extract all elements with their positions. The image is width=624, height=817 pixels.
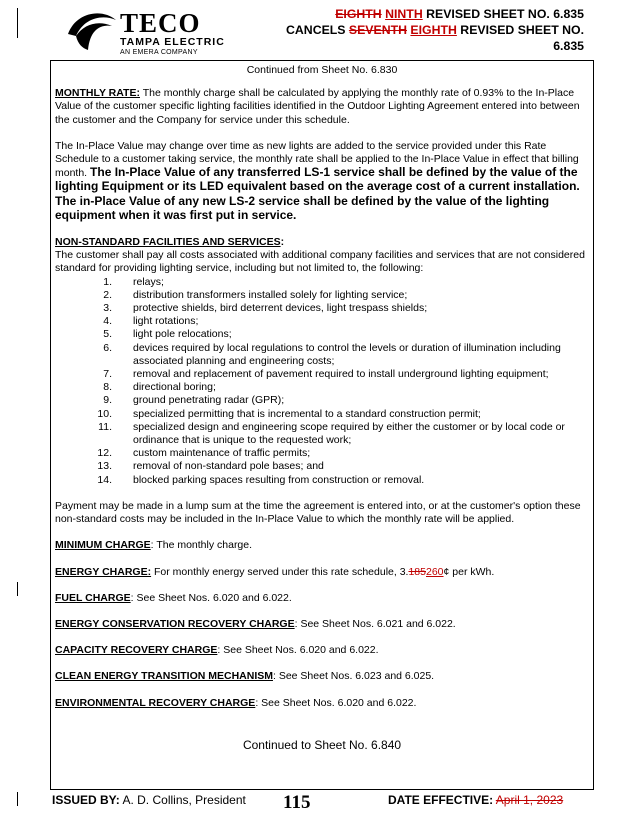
list-item-text: ground penetrating radar (GPR); — [133, 394, 285, 407]
header-line-2 — [286, 22, 584, 38]
energy-charge-line — [55, 566, 589, 579]
date-effective-deleted: April 1, 2023 — [495, 793, 564, 807]
list-item-number: 6. — [103, 341, 112, 354]
list-item — [55, 276, 589, 289]
list-item-text: relays; — [133, 275, 164, 288]
minimum-charge-text: : The monthly charge. — [150, 539, 253, 552]
continued-to: Continued to Sheet No. 6.840 — [242, 737, 402, 752]
list-item — [55, 474, 589, 487]
energy-charge-unit: ¢ per kWh. — [443, 565, 495, 578]
monthly-rate-text: The monthly charge shall be calculated by applying the monthly rate of 0.93% to the In-Place Value of the customer specific lighting facilities identified in the Outdoor Lighting Agreement entered into between the customer and the Company for service under this schedule. — [55, 87, 580, 126]
monthly-rate-heading: MONTHLY RATE: — [55, 87, 140, 100]
list-item-number: 4. — [103, 315, 112, 328]
clean-energy-line — [55, 670, 589, 683]
list-item-number: 5. — [103, 328, 112, 341]
list-item-number: 9. — [103, 394, 112, 407]
header-deleted-revision: EIGHTH — [335, 7, 382, 21]
header-cancels-inserted: EIGHTH — [410, 23, 457, 37]
sheet-body — [55, 64, 589, 752]
list-item-text: protective shields, bird deterrent devices, light trespass shields; — [133, 302, 428, 315]
capacity-charge-line — [55, 644, 589, 657]
nonstandard-heading: NON-STANDARD FACILITIES AND SERVICES — [55, 236, 281, 249]
list-item-text: removal of non-standard pole bases; and — [133, 460, 324, 473]
list-item-text: blocked parking spaces resulting from construction or removal. — [133, 473, 425, 486]
teco-logo — [62, 6, 242, 56]
list-item-number: 11. — [98, 420, 112, 433]
ecr-charge-line — [55, 618, 589, 631]
clean-energy-heading: CLEAN ENERGY TRANSITION MECHANISM — [55, 670, 273, 683]
list-item — [55, 421, 589, 447]
header-line2-rest: REVISED SHEET NO. — [456, 23, 584, 37]
header-inserted-revision: NINTH — [385, 7, 423, 21]
list-item-number: 1. — [103, 275, 112, 288]
list-item — [55, 315, 589, 328]
payment-paragraph: Payment may be made in a lump sum at the time the agreement is entered into, or at the customer's option these non-standard costs may be included in the In-Place Value to which the monthly rate will be applied. — [55, 499, 581, 526]
revision-bar-energy — [17, 582, 18, 596]
list-item-number: 13. — [97, 460, 112, 473]
inplace-text: The In-Place Value may change over time as new lights are added to the service provided under this Rate Schedule to a customer taking service, the monthly rate shall be applied to the In-Place Value in effect that billing month. — [55, 139, 579, 180]
list-item-number: 8. — [103, 381, 112, 394]
list-item-text: specialized design and engineering scope required by either the customer or by local code or ordinance that is unique to the requested work; — [133, 420, 565, 447]
ecr-charge-heading: ENERGY CONSERVATION RECOVERY CHARGE — [55, 617, 295, 630]
environmental-charge-line — [55, 697, 589, 710]
list-item-number: 2. — [103, 288, 112, 301]
list-item-number: 10. — [97, 407, 112, 420]
header-cancels: CANCELS — [286, 23, 349, 37]
list-item — [55, 447, 589, 460]
energy-charge-deleted: 185 — [408, 565, 426, 578]
list-item-text: light rotations; — [133, 315, 199, 328]
header-line1-rest: REVISED SHEET NO. 6.835 — [422, 7, 584, 21]
list-item — [55, 328, 589, 341]
nonstandard-colon: : — [280, 236, 285, 249]
capacity-charge-text: : See Sheet Nos. 6.020 and 6.022. — [217, 644, 379, 657]
issued-by-value: A. D. Collins, President — [119, 793, 246, 807]
energy-charge-text: For monthly energy served under this rate schedule, 3. — [151, 565, 409, 578]
issued-by-label: ISSUED BY: — [52, 793, 120, 807]
page-number: 115 — [283, 792, 311, 813]
logo-subtitle: TAMPA ELECTRIC — [120, 36, 225, 48]
date-effective-label: DATE EFFECTIVE: — [388, 793, 494, 807]
revision-bar-header — [17, 8, 18, 38]
revision-bar-footer — [17, 792, 18, 806]
list-item — [55, 381, 589, 394]
list-item — [55, 302, 589, 315]
monthly-rate-paragraph — [55, 87, 589, 127]
inplace-paragraph — [55, 140, 589, 223]
environmental-charge-text: : See Sheet Nos. 6.020 and 6.022. — [255, 696, 417, 709]
minimum-charge-heading: MINIMUM CHARGE — [55, 539, 151, 552]
fuel-charge-heading: FUEL CHARGE — [55, 591, 131, 604]
issued-by — [52, 793, 246, 807]
nonstandard-heading-line — [55, 236, 589, 249]
logo-tagline: AN EMERA COMPANY — [120, 49, 198, 56]
list-item-number: 12. — [97, 447, 112, 460]
header-cancels-deleted: SEVENTH — [348, 23, 407, 37]
date-effective — [388, 793, 563, 807]
list-item-number: 3. — [103, 302, 112, 315]
nonstandard-items-list — [55, 276, 589, 487]
list-item-number: 14. — [97, 473, 112, 486]
teco-swoosh-icon — [62, 6, 118, 56]
continued-from: Continued from Sheet No. 6.830 — [246, 64, 398, 76]
environmental-charge-heading: ENVIRONMENTAL RECOVERY CHARGE — [55, 696, 256, 709]
nonstandard-intro: The customer shall pay all costs associated with additional company facilities and services that are not considered standard for providing lighting service, including but not limited to, the following: — [55, 249, 585, 275]
list-item-number: 7. — [103, 368, 112, 381]
logo-name: TECO — [120, 8, 201, 38]
energy-charge-heading: ENERGY CHARGE: — [55, 565, 152, 578]
list-item — [55, 408, 589, 421]
list-item — [55, 342, 589, 368]
list-item — [55, 460, 589, 473]
list-item-text: specialized permitting that is incremental to a standard construction permit; — [133, 407, 481, 420]
fuel-charge-text: : See Sheet Nos. 6.020 and 6.022. — [130, 591, 292, 604]
ecr-charge-text: : See Sheet Nos. 6.021 and 6.022. — [294, 617, 456, 630]
list-item-text: light pole relocations; — [133, 328, 232, 341]
list-item — [55, 394, 589, 407]
list-item-text: devices required by local regulations to control the levels or duration of illumination including associated planning and engineering costs; — [133, 341, 561, 367]
clean-energy-text: : See Sheet Nos. 6.023 and 6.025. — [272, 670, 435, 683]
minimum-charge-line — [55, 539, 589, 552]
energy-charge-inserted: 260 — [426, 565, 444, 578]
list-item-text: distribution transformers installed solely for lighting service; — [133, 288, 408, 301]
list-item-text: custom maintenance of traffic permits; — [133, 447, 311, 460]
list-item — [55, 289, 589, 302]
list-item — [55, 368, 589, 381]
sheet-header — [286, 6, 584, 54]
capacity-charge-heading: CAPACITY RECOVERY CHARGE — [55, 644, 218, 657]
list-item-text: removal and replacement of pavement required to install underground lighting equipment; — [133, 368, 549, 381]
header-line-3: 6.835 — [553, 39, 584, 53]
list-item-text: directional boring; — [133, 381, 216, 394]
fuel-charge-line — [55, 592, 589, 605]
header-line-1 — [286, 6, 584, 22]
inplace-bold-text: The In-Place Value of any transferred LS-1 service shall be defined by the value of the lighting Equipment or its LED equivalent based on the average cost of a current installation. The in-Place Value of any new LS-2 service shall be defined by the value of the lighting equipment when it was first put in service. — [55, 165, 580, 222]
